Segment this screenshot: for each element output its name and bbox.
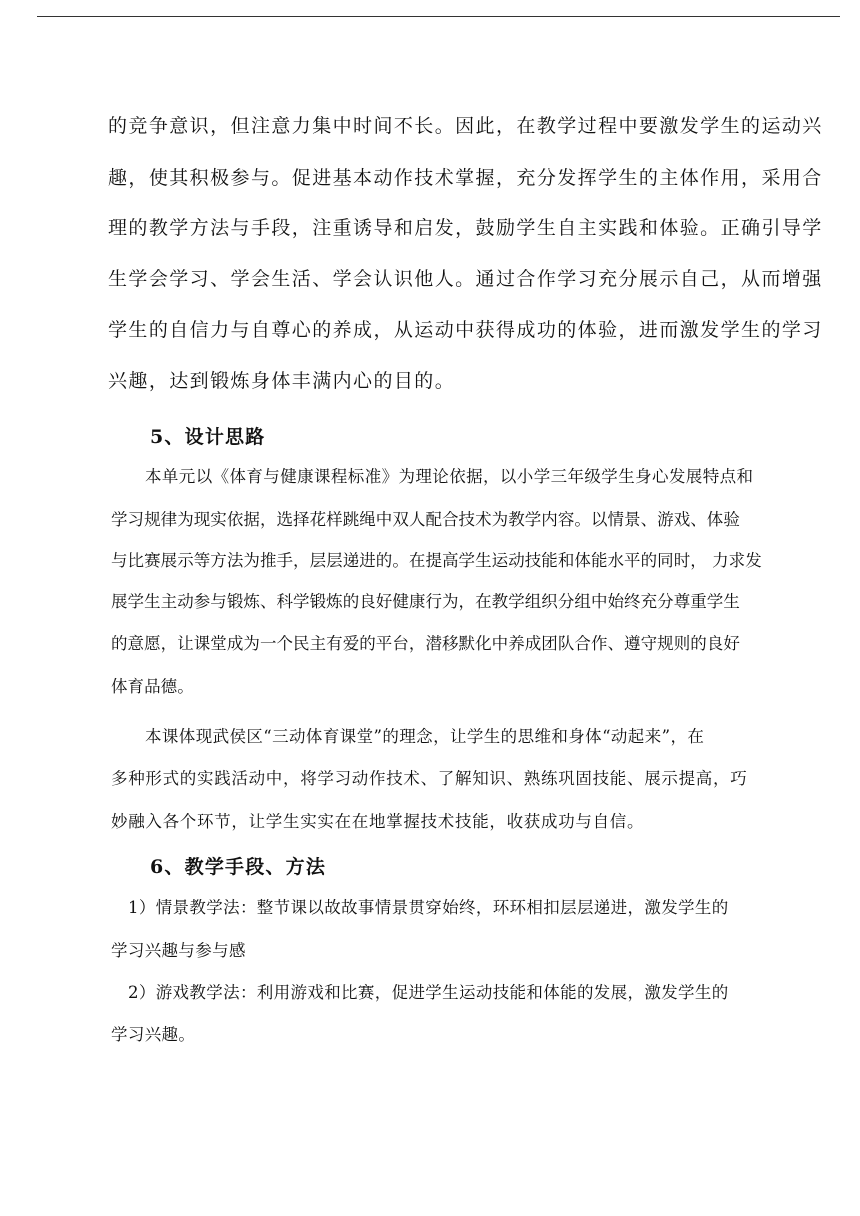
paragraph-line: 趣，使其积极参与。促进基本动作技术掌握，充分发挥学生的主体作用，采用合 <box>108 167 823 189</box>
paragraph-line: 妙融入各个环节，让学生实实在在地掌握技术技能，收获成功与自信。 <box>111 812 645 831</box>
paragraph-line: 与比赛展示等方法为推手，层层递进的。在提高学生运动技能和体能水平的同时， 力求发 <box>111 551 762 570</box>
paragraph-line: 多种形式的实践活动中，将学习动作技术、了解知识、熟练巩固技能、展示提高，巧 <box>111 769 748 788</box>
paragraph-line: 的竞争意识，但注意力集中时间不长。因此，在教学过程中要激发学生的运动兴 <box>108 115 823 137</box>
header-rule <box>37 16 840 17</box>
paragraph-line: 本单元以《体育与健康课程标准》为理论依据，以小学三年级学生身心发展特点和 <box>145 467 754 486</box>
list-item: 2）游戏教学法：利用游戏和比赛，促进学生运动技能和体能的发展，激发学生的 <box>128 983 729 1002</box>
list-item: 1）情景教学法：整节课以故故事情景贯穿始终，环环相扣层层递进，激发学生的 <box>128 898 729 917</box>
paragraph-line: 展学生主动参与锻炼、科学锻炼的良好健康行为，在教学组织分组中始终充分尊重学生 <box>111 592 740 611</box>
list-item-continuation: 学习兴趣与参与感 <box>111 941 246 960</box>
paragraph-line: 的意愿，让课堂成为一个民主有爱的平台，潜移默化中养成团队合作、遵守规则的良好 <box>111 634 740 653</box>
section-heading-design: 5、设计思路 <box>150 426 266 448</box>
section-heading-methods: 6、教学手段、方法 <box>150 856 327 878</box>
list-item-continuation: 学习兴趣。 <box>111 1025 196 1044</box>
paragraph-line: 学习规律为现实依据，选择花样跳绳中双人配合技术为教学内容。以情景、游戏、体验 <box>111 510 740 529</box>
paragraph-line: 生学会学习、学会生活、学会认识他人。通过合作学习充分展示自己，从而增强 <box>108 268 823 290</box>
paragraph-line: 学生的自信力与自尊心的养成，从运动中获得成功的体验，进而激发学生的学习 <box>108 319 823 341</box>
paragraph-line: 体育品德。 <box>111 677 194 696</box>
paragraph-line: 兴趣，达到锻炼身体丰满内心的目的。 <box>108 370 456 392</box>
paragraph-line: 理的教学方法与手段，注重诱导和启发，鼓励学生自主实践和体验。正确引导学 <box>108 217 823 239</box>
paragraph-line: 本课体现武侯区“三动体育课堂”的理念，让学生的思维和身体“动起来”，在 <box>145 727 705 746</box>
